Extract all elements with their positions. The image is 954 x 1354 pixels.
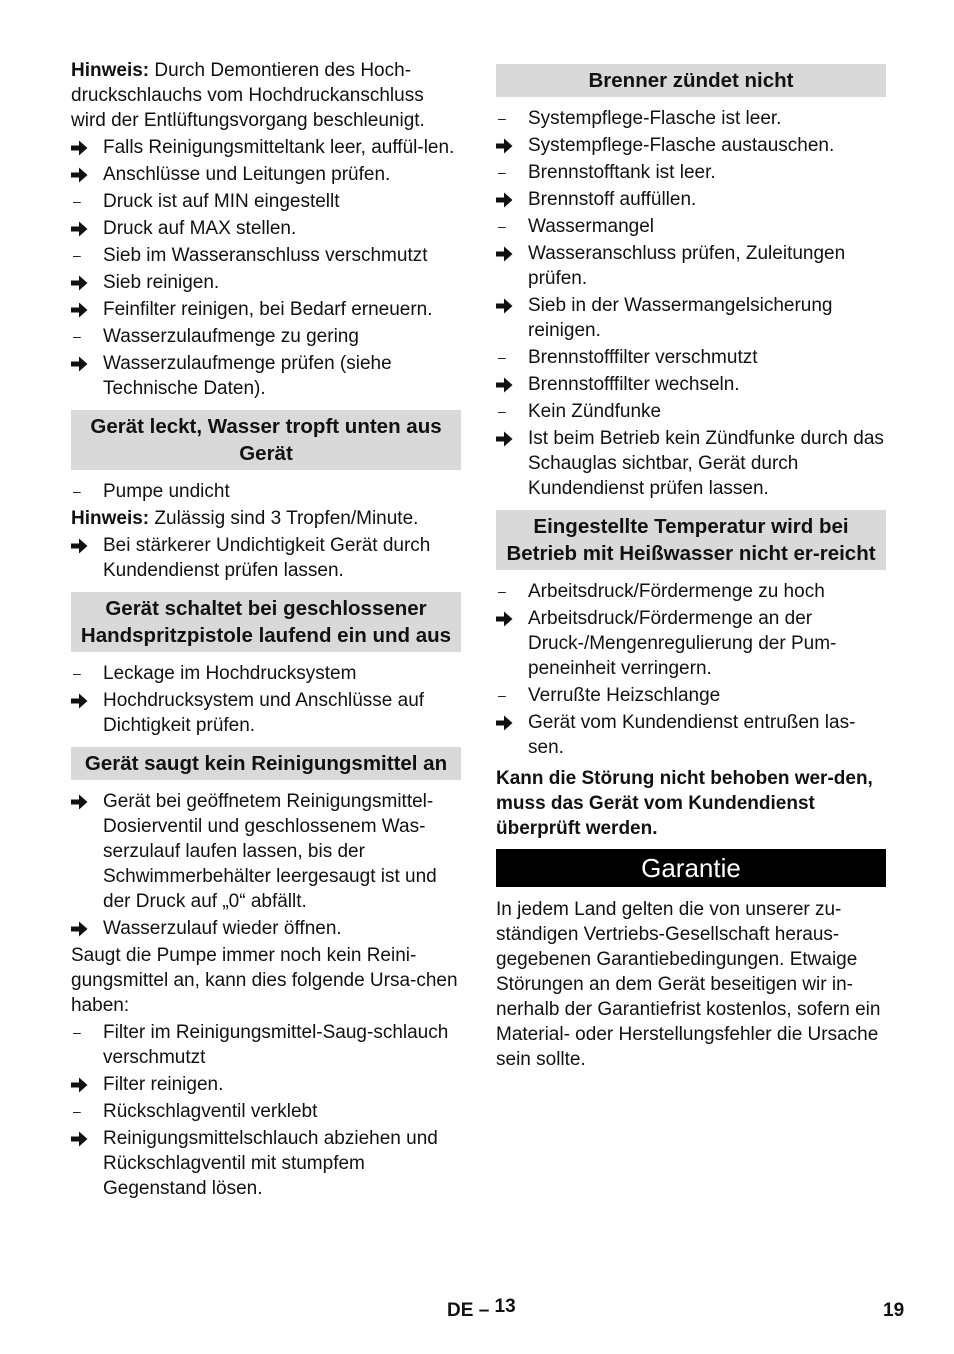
list-item: [71, 162, 461, 187]
list-item: [496, 214, 886, 239]
arrow-right-icon: [71, 135, 97, 156]
list-item: [71, 135, 461, 160]
list-item: [496, 293, 886, 343]
section-heading-switching: Gerät schaltet bei geschlossener Handspritzpistole laufend ein und aus: [71, 592, 461, 652]
list-item: [496, 606, 886, 681]
list-item: [71, 916, 461, 941]
dash-bullet-icon: –: [498, 164, 506, 180]
list-item-text: Verrußte Heizschlange: [528, 685, 721, 706]
dash-bullet-icon: –: [73, 1103, 81, 1119]
arrow-right-icon: [71, 916, 97, 937]
arrow-right-icon: [496, 187, 522, 208]
list-item: [71, 533, 461, 583]
arrow-right-icon: [71, 351, 97, 372]
list-left-2b: [71, 533, 461, 583]
list-item: [71, 324, 461, 349]
list-item: [496, 133, 886, 158]
list-item-text: Leckage im Hochdrucksystem: [103, 663, 357, 684]
list-item-text: Brennstofftank ist leer.: [528, 162, 716, 183]
hint-label: Hinweis:: [71, 508, 150, 529]
list-item: [71, 661, 461, 686]
list-item: [71, 351, 461, 401]
section-heading-detergent: Gerät saugt kein Reinigungsmittel an: [71, 747, 461, 780]
arrow-right-icon: [496, 426, 522, 447]
list-item-text: Wasserzulauf wieder öffnen.: [103, 918, 342, 939]
list-left-1: [71, 135, 461, 401]
footer-lang: [447, 1298, 516, 1323]
list-item-text: Sieb im Wasseranschluss verschmutzt: [103, 245, 428, 266]
dash-bullet-icon: –: [73, 483, 81, 499]
arrow-right-icon: [496, 372, 522, 393]
arrow-right-icon: [71, 789, 97, 810]
footer-lang-code: DE: [447, 1300, 474, 1321]
list-item-text: Gerät bei geöffnetem Reinigungsmittel-Dosierventil und geschlossenem Was-serzulauf laufen lassen, bis der Schwimmerbehälter leergesaugt ist und der Druck auf „0“ abfällt.: [103, 791, 437, 912]
list-item-text: Feinfilter reinigen, bei Bedarf erneuern.: [103, 299, 433, 320]
list-item-text: Brennstoff auffüllen.: [528, 189, 697, 210]
list-item-text: Arbeitsdruck/Fördermenge zu hoch: [528, 581, 825, 602]
arrow-right-icon: [71, 1126, 97, 1147]
list-item: [496, 399, 886, 424]
list-item-text: Sieb in der Wassermangelsicherung reinigen.: [528, 295, 833, 341]
list-item: [496, 426, 886, 501]
list-item: [71, 1099, 461, 1124]
list-item-text: Wassermangel: [528, 216, 655, 237]
dash-bullet-icon: –: [73, 328, 81, 344]
list-item: [496, 241, 886, 291]
arrow-right-icon: [71, 270, 97, 291]
list-item-text: Falls Reinigungsmitteltank leer, auffül-len.: [103, 137, 455, 158]
list-item-text: Pumpe undicht: [103, 481, 230, 502]
list-item: [496, 579, 886, 604]
list-item-text: Systempflege-Flasche ist leer.: [528, 108, 782, 129]
arrow-right-icon: [496, 241, 522, 262]
list-item-text: Wasserzulaufmenge zu gering: [103, 326, 359, 347]
list-item: [71, 1020, 461, 1070]
list-left-4: [71, 789, 461, 941]
list-item-text: Bei stärkerer Undichtigkeit Gerät durch Kundendienst prüfen lassen.: [103, 535, 431, 581]
arrow-right-icon: [71, 1072, 97, 1093]
dash-bullet-icon: –: [73, 665, 81, 681]
list-item: [496, 683, 886, 708]
list-item: [71, 789, 461, 914]
dash-bullet-icon: –: [498, 218, 506, 234]
list-right-2: [496, 579, 886, 760]
arrow-right-icon: [71, 162, 97, 183]
list-item-text: Reinigungsmittelschlauch abziehen und Rückschlagventil mit stumpfem Gegenstand lösen.: [103, 1128, 438, 1199]
hint-text: Durch Demontieren des Hoch-druckschlauchs vom Hochdruckanschluss wird der Entlüftungsvorgang beschleunigt.: [71, 60, 425, 131]
list-item: [71, 297, 461, 322]
arrow-right-icon: [71, 297, 97, 318]
list-item-text: Wasserzulaufmenge prüfen (siehe Technische Daten).: [103, 353, 392, 399]
list-item-text: Wasseranschluss prüfen, Zuleitungen prüfen.: [528, 243, 846, 289]
arrow-right-icon: [496, 606, 522, 627]
list-item-text: Arbeitsdruck/Fördermenge an der Druck-/Mengenregulierung der Pum-peneinheit verringern.: [528, 608, 837, 679]
list-item-text: Systempflege-Flasche austauschen.: [528, 135, 835, 156]
list-item: [71, 216, 461, 241]
list-left-2: [71, 479, 461, 504]
list-item: [496, 710, 886, 760]
dash-bullet-icon: –: [73, 193, 81, 209]
list-right-1: [496, 106, 886, 501]
hint-text: Zulässig sind 3 Tropfen/Minute.: [149, 508, 419, 529]
list-item-text: Hochdrucksystem und Anschlüsse auf Dichtigkeit prüfen.: [103, 690, 425, 736]
list-item: [496, 160, 886, 185]
arrow-right-icon: [496, 133, 522, 154]
intro-hint: [71, 58, 461, 133]
service-note: Kann die Störung nicht behoben wer-den, muss das Gerät vom Kundendienst überprüft werden.: [496, 768, 873, 839]
garantie-text: In jedem Land gelten die von unserer zu-ständigen Vertriebs-Gesellschaft heraus-gegebenen Garantiebedingungen. Etwaige Störungen an dem Gerät beseitigen wir in-nerhalb der Garantiefrist kostenlos, sofern ein Material- oder Herstellungsfehler die Ursache sein sollte.: [496, 899, 881, 1070]
list-item-text: Sieb reinigen.: [103, 272, 220, 293]
list-item: [71, 1072, 461, 1097]
arrow-right-icon: [71, 216, 97, 237]
hint-drops: [71, 506, 461, 531]
dash-bullet-icon: –: [498, 687, 506, 703]
dash-bullet-icon: –: [73, 1024, 81, 1040]
list-item-text: Druck auf MAX stellen.: [103, 218, 297, 239]
list-left-4b: [71, 1020, 461, 1201]
right-column: [496, 64, 886, 1074]
section-heading-burner: Brenner zündet nicht: [496, 64, 886, 97]
garantie-heading: Garantie: [496, 849, 886, 887]
list-item: [496, 345, 886, 370]
section-heading-leak: Gerät leckt, Wasser tropft unten aus Gerät: [71, 410, 461, 470]
dash-bullet-icon: –: [498, 110, 506, 126]
footer-local-page: 13: [494, 1296, 516, 1317]
dash-bullet-icon: –: [73, 247, 81, 263]
arrow-right-icon: [71, 688, 97, 709]
list-item: [71, 189, 461, 214]
list-item: [71, 688, 461, 738]
dash-bullet-icon: –: [498, 349, 506, 365]
list-item-text: Druck ist auf MIN eingestellt: [103, 191, 340, 212]
list-item: [71, 270, 461, 295]
list-item: [71, 479, 461, 504]
footer-dash: –: [478, 1300, 490, 1321]
list-left-3: [71, 661, 461, 738]
list-item-text: Brennstofffilter verschmutzt: [528, 347, 758, 368]
list-item-text: Kein Zündfunke: [528, 401, 662, 422]
detergent-paragraph: Saugt die Pumpe immer noch kein Reini-gungsmittel an, kann dies folgende Ursa-chen haben:: [71, 945, 458, 1016]
dash-bullet-icon: –: [498, 403, 506, 419]
arrow-right-icon: [496, 710, 522, 731]
list-item-text: Anschlüsse und Leitungen prüfen.: [103, 164, 391, 185]
list-item-text: Filter reinigen.: [103, 1074, 224, 1095]
section-heading-temperature: Eingestellte Temperatur wird bei Betrieb mit Heißwasser nicht er-reicht: [496, 510, 886, 570]
list-item: [496, 187, 886, 212]
footer-page-number: 19: [883, 1300, 905, 1321]
list-item: [71, 243, 461, 268]
hint-label: Hinweis:: [71, 60, 150, 81]
list-item-text: Filter im Reinigungsmittel-Saug-schlauch verschmutzt: [103, 1022, 449, 1068]
list-item-text: Brennstofffilter wechseln.: [528, 374, 740, 395]
arrow-right-icon: [496, 293, 522, 314]
list-item-text: Ist beim Betrieb kein Zündfunke durch das Schauglas sichtbar, Gerät durch Kundendienst prüfen lassen.: [528, 428, 884, 499]
arrow-right-icon: [71, 533, 97, 554]
dash-bullet-icon: –: [498, 583, 506, 599]
list-item: [496, 372, 886, 397]
list-item-text: Rückschlagventil verklebt: [103, 1101, 318, 1122]
list-item-text: Gerät vom Kundendienst entrußen las-sen.: [528, 712, 856, 758]
list-item: [496, 106, 886, 131]
list-item: [71, 1126, 461, 1201]
left-column: [71, 58, 461, 1203]
